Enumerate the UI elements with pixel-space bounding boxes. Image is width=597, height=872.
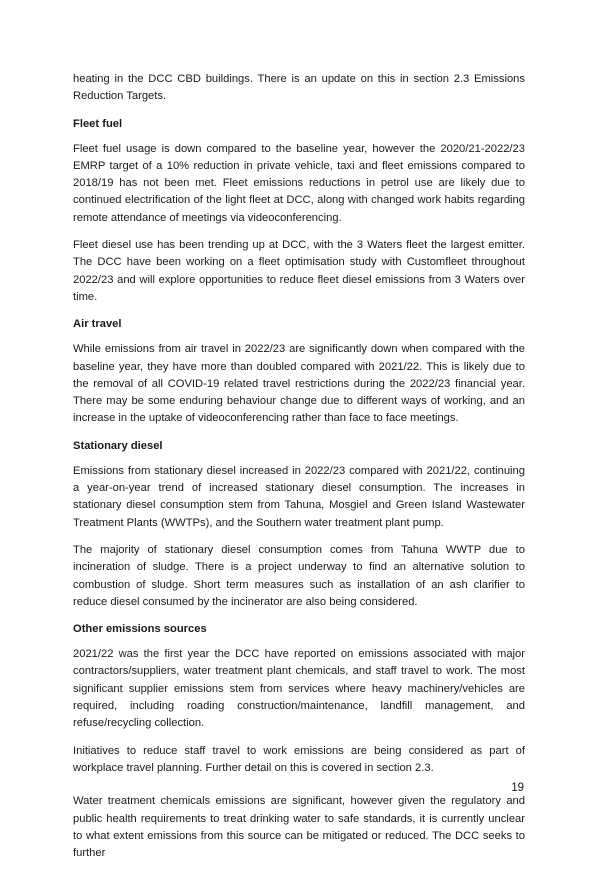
closing-paragraph: Water treatment chemicals emissions are significant, however given the regulatory and public health requirements to treat drinking water to safe standards, it is currently unclear to what extent emissions from this source can be mitigated or reduced. The DCC seeks to further (73, 795, 525, 860)
section-stationary-diesel (73, 438, 525, 611)
paragraph: 2021/22 was the first year the DCC have reported on emissions associated with major contractors/suppliers, water treatment plant chemicals, and staff travel to work. The most significant supplier emissions stem from services where heavy machinery/vehicles are required, including roading construction/maintenance, landfill management, and refuse/recycling collection. (73, 648, 525, 730)
paragraph: Fleet fuel usage is down compared to the baseline year, however the 2020/21-2022/23 EMRP target of a 10% reduction in private vehicle, taxi and fleet emissions compared to 2018/19 has not been met. Fleet emissions reductions in petrol use are likely due to continued electrification of the light fleet at DCC, along with changed work habits regarding remote attendance of meetings via videoconferencing. (73, 142, 525, 224)
paragraph: The majority of stationary diesel consumption comes from Tahuna WWTP due to incineration of sludge. There is a project underway to find an alternative solution to combustion of sludge. Short term measures such as installation of an ash clarifier to reduce diesel consumed by the incinerator are also being considered. (73, 543, 525, 608)
section-heading: Air travel (73, 318, 122, 331)
section-heading: Stationary diesel (73, 439, 163, 452)
paragraph: Initiatives to reduce staff travel to work emissions are being considered as part of workplace travel planning. Further detail on this is covered in section 2.3. (73, 744, 525, 774)
intro-paragraph: heating in the DCC CBD buildings. There is an update on this in section 2.3 Emissions Reduction Targets. (73, 73, 525, 103)
section-air-travel (73, 316, 525, 427)
section-fleet-fuel (73, 116, 525, 307)
section-heading: Other emissions sources (73, 623, 207, 636)
paragraph: Emissions from stationary diesel increased in 2022/23 compared with 2021/22, continuing a year-on-year trend of increased stationary diesel consumption. The increases in stationary diesel consumption stem from Tahuna, Mosgiel and Green Island Wastewater Treatment Plants (WWTPs), and the Southern water treatment plant pump. (73, 464, 525, 529)
section-heading: Fleet fuel (73, 117, 123, 130)
page-number: 19 (511, 782, 524, 794)
page-body (73, 71, 525, 872)
paragraph: While emissions from air travel in 2022/23 are significantly down when compared with the baseline year, they have more than doubled compared with 2021/22. This is likely due to the removal of all COVID-19 related travel restrictions during the 2022/23 financial year. There may be some enduring behaviour change due to different ways of working, and an increase in the uptake of videoconferencing rather than face to face meetings. (73, 343, 525, 425)
section-other-emissions-sources (73, 621, 525, 777)
paragraph: Fleet diesel use has been trending up at DCC, with the 3 Waters fleet the largest emitter. The DCC have been working on a fleet optimisation study with Customfleet throughout 2022/23 and will explore opportunities to reduce fleet diesel emissions from 3 Waters over time. (73, 239, 525, 303)
